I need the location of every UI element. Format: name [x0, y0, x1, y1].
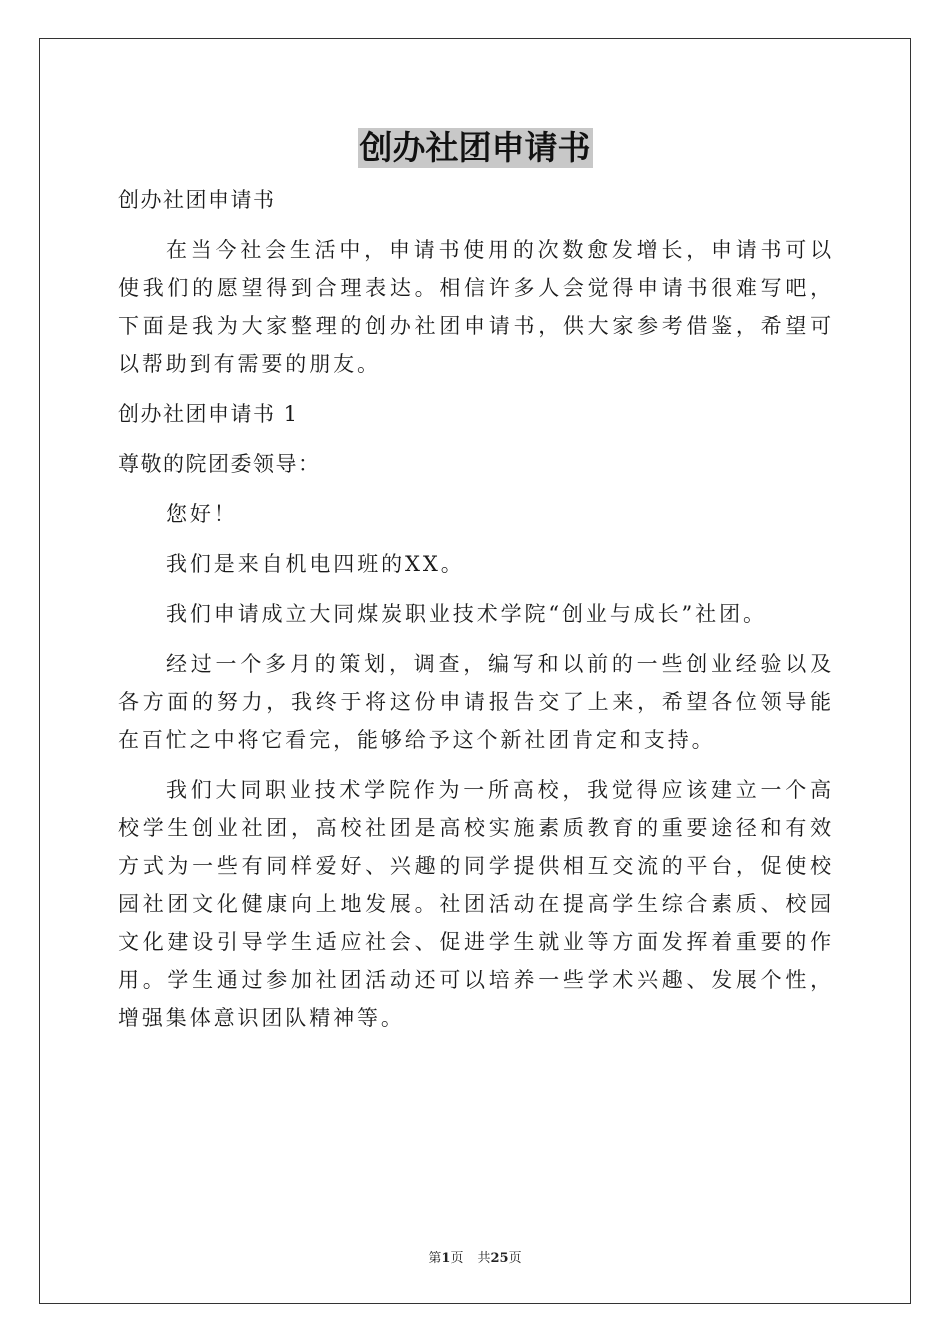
paragraph-effort: 经过一个多月的策划，调查，编写和以前的一些创业经验以及各方面的努力，我终于将这份申请报告交了上来，希望各位领导能在百忙之中将它看完，能够给予这个新社团肯定和支持。 [118, 652, 834, 752]
section-heading: 创办社团申请书 1 [118, 402, 299, 426]
total-prefix: 共 [477, 1251, 491, 1266]
page-prefix: 第 [428, 1251, 442, 1266]
document-title: 创办社团申请书 [359, 128, 591, 167]
greeting: 您好！ [166, 502, 238, 526]
intro-paragraph: 在当今社会生活中，申请书使用的次数愈发增长，申请书可以使我们的愿望得到合理表达。相信许多人会觉得申请书很难写吧，下面是我为大家整理的创办社团申请书，供大家参考借鉴，希望可以帮助到有需要的朋友。 [118, 238, 834, 376]
page-total: 25 [490, 1251, 509, 1266]
salutation: 尊敬的院团委领导： [118, 452, 321, 476]
page-suffix: 页 [450, 1251, 464, 1266]
paragraph-reasoning: 我们大同职业技术学院作为一所高校，我觉得应该建立一个高校学生创业社团，高校社团是高校实施素质教育的重要途径和有效方式为一些有同样爱好、兴趣的同学提供相互交流的平台，促使校园社团文化健康向上地发展。社团活动在提高学生综合素质、校园文化建设引导学生适应社会、促进学生就业等方面发挥着重要的作用。学生通过参加社团活动还可以培养一些学术兴趣、发展个性，增强集体意识团队精神等。 [118, 778, 834, 1030]
total-suffix: 页 [508, 1251, 522, 1266]
page-footer [0, 1247, 950, 1266]
document-subtitle: 创办社团申请书 [118, 188, 276, 212]
document-body [118, 181, 834, 1037]
paragraph-application: 我们申请成立大同煤炭职业技术学院“创业与成长”社团。 [166, 602, 767, 626]
title-container [0, 128, 950, 168]
page-current: 1 [441, 1251, 451, 1266]
paragraph-class-intro: 我们是来自机电四班的XX。 [166, 552, 465, 576]
